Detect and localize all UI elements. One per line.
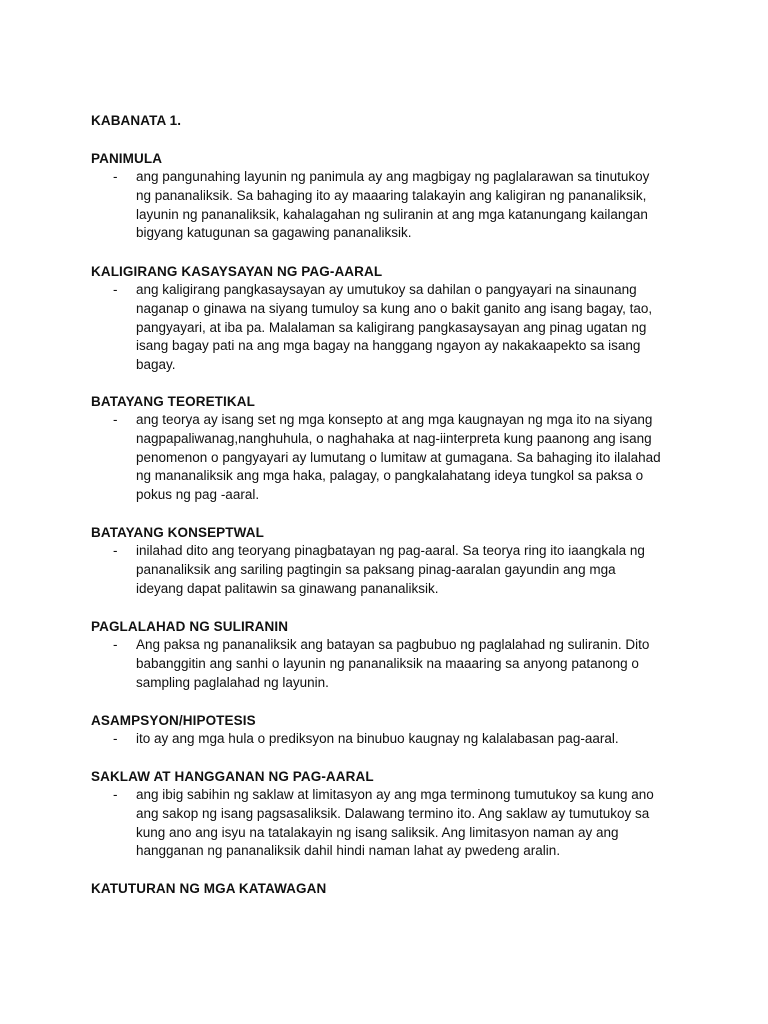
bullet-dash: - [113, 637, 118, 652]
section-asampsyon-hipotesis [91, 711, 691, 749]
bullet-item [91, 730, 691, 749]
section-paglalahad-ng-suliranin [91, 617, 691, 692]
bullet-dash: - [113, 543, 118, 558]
section-batayang-konseptwal [91, 523, 691, 598]
section-heading: KATUTURAN NG MGA KATAWAGAN [91, 881, 327, 896]
section-heading: PANIMULA [91, 151, 163, 166]
bullet-text: Ang paksa ng pananaliksik ang batayan sa pagbubuo ng paglalahad ng suliranin. Dito babanggitin ang sanhi o layunin ng pananaliksik na maaaring sa anyong patanong o sampling paglalahad ng layunin. [136, 637, 650, 690]
chapter-title: KABANATA 1. [91, 113, 182, 128]
section-kaligirang-kasaysayan [91, 262, 691, 375]
bullet-dash: - [113, 169, 118, 184]
bullet-text: ang teorya ay isang set ng mga konsepto at ang mga kaugnayan ng mga ito na siyang nagpapaliwanag,nanghuhula, o naghahaka at nag-iinterpreta kung paanong ang isang penomenon o pangyayari ay lumutang o lumitaw at gumagana. Sa bahaging ito ilalahad ng mananaliksik ang mga haka, palagay, o pangkalahatang ideya tungkol sa paksa o pokus ng pag -aaral. [136, 412, 661, 503]
bullet-item [91, 168, 691, 243]
bullet-dash: - [113, 787, 118, 802]
bullet-dash: - [113, 412, 118, 427]
section-panimula [91, 149, 691, 243]
section-saklaw-at-hangganan [91, 767, 691, 861]
bullet-item [91, 542, 691, 598]
section-heading: BATAYANG TEORETIKAL [91, 394, 255, 409]
section-heading: BATAYANG KONSEPTWAL [91, 525, 264, 540]
bullet-text: ang kaligirang pangkasaysayan ay umutukoy sa dahilan o pangyayari na sinaunang naganap o ginawa na siyang tumuloy sa kung ano o bakit ganito ang isang bagay, tao, pangyayari, at iba pa. Malalaman sa kaligirang pangkasaysayan ang pinag ugatan ng isang bagay pati na ang mga bagay na hanggang ngayon ay nakakaapekto sa isang bagay. [136, 282, 653, 373]
section-heading: SAKLAW AT HANGGANAN NG PAG-AARAL [91, 769, 374, 784]
bullet-text: inilahad dito ang teoryang pinagbatayan ng pag-aaral. Sa teorya ring ito iaangkala ng pananaliksik ang sariling pagtingin sa paksang pinag-aaralan gayundin ang mga ideyang dapat palitawin sa ginawang pananaliksik. [136, 543, 645, 596]
section-heading: PAGLALAHAD NG SULIRANIN [91, 619, 289, 634]
bullet-dash: - [113, 731, 118, 746]
bullet-dash: - [113, 282, 118, 297]
section-heading: KALIGIRANG KASAYSAYAN NG PAG-AARAL [91, 264, 383, 279]
bullet-item [91, 281, 691, 375]
bullet-item [91, 411, 691, 505]
bullet-text: ang ibig sabihin ng saklaw at limitasyon ay ang mga terminong tumutukoy sa kung ano ang sakop ng isang pagsasaliksik. Dalawang termino ito. Ang saklaw ay tumutukoy sa kung ano ang isyu na tatalakayin ng isang saliksik. Ang limitasyon naman ay ang hangganan ng pananaliksik dahil hindi naman lahat ay pwedeng aralin. [136, 787, 654, 859]
bullet-text: ang pangunahing layunin ng panimula ay ang magbigay ng paglalarawan sa tinutukoy ng pananaliksik. Sa bahaging ito ay maaaring talakayin ang kaligiran ng pananaliksik, layunin ng pananaliksik, kahalagahan ng suliranin at ang mga katanungang kailangan bigyang katugunan sa gagawing pananaliksik. [136, 169, 650, 241]
section-katuturan-ng-mga-katawagan [91, 879, 691, 898]
bullet-item [91, 786, 691, 861]
section-batayang-teoretikal [91, 392, 691, 505]
bullet-text: ito ay ang mga hula o prediksyon na binubuo kaugnay ng kalalabasan pag-aaral. [136, 731, 619, 746]
bullet-item [91, 636, 691, 692]
section-heading: ASAMPSYON/HIPOTESIS [91, 713, 256, 728]
